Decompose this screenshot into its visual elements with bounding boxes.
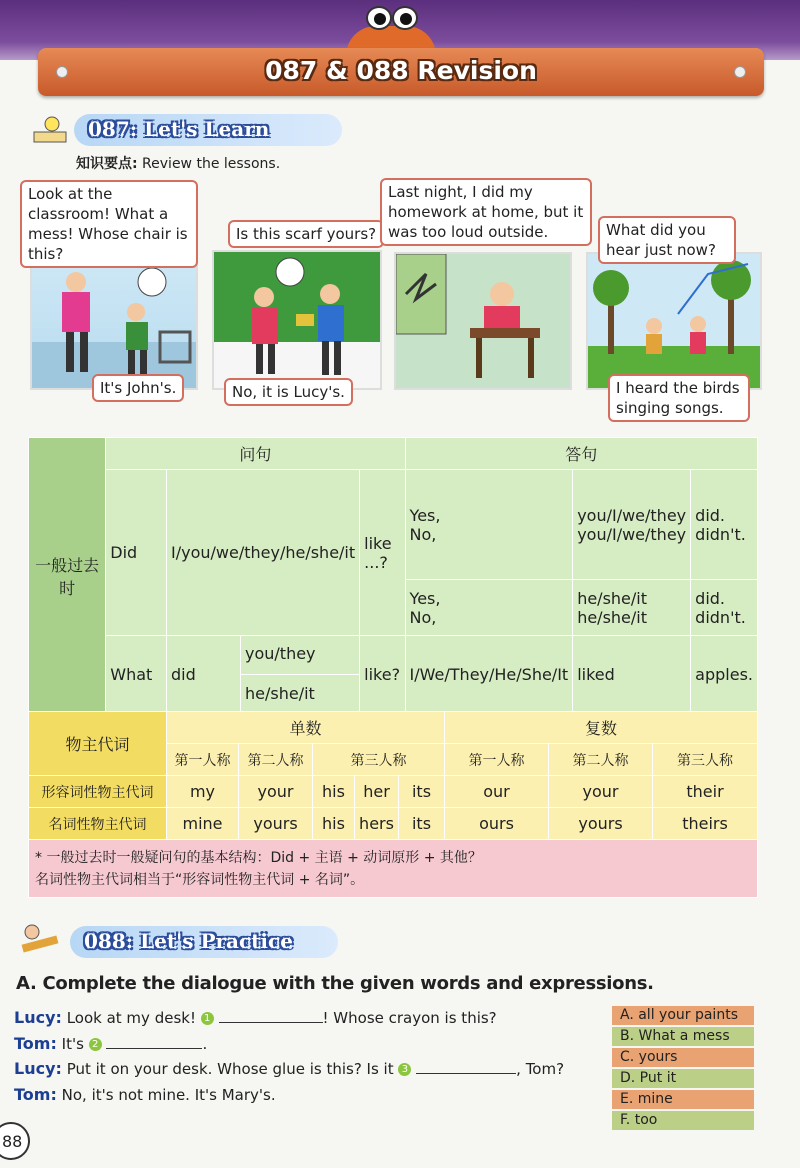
- blank-number: 3: [398, 1063, 411, 1076]
- adj-cell: my: [167, 776, 239, 808]
- page-number: 88: [0, 1122, 30, 1160]
- yes-no-cell-2: Yes, No,: [405, 580, 573, 636]
- answer-bubble-2: No, it is Lucy's.: [224, 378, 353, 406]
- comic-panel-2: [212, 250, 382, 390]
- line-text: ! Whose crayon is this?: [322, 1009, 497, 1027]
- grammar-table: [28, 437, 758, 714]
- classroom-illustration: [32, 252, 196, 388]
- blank-number: 1: [201, 1012, 214, 1025]
- scarf-illustration: [214, 252, 380, 388]
- answer-blank-1[interactable]: [219, 1009, 323, 1023]
- dialogue-line-4: [14, 1085, 276, 1104]
- possessive-table: [28, 711, 758, 898]
- noun-cell: his: [313, 808, 355, 840]
- did-didnt-cell-1: did. didn't.: [691, 470, 758, 580]
- pencil-kid-icon: [18, 922, 62, 956]
- singular-first: 第一人称: [167, 744, 239, 776]
- noun-cell: its: [399, 808, 445, 840]
- yes-no-cell-1: Yes, No,: [405, 470, 573, 580]
- singular-second: 第二人称: [239, 744, 313, 776]
- comic-panel-3: [394, 252, 572, 390]
- plural-header: 复数: [445, 712, 758, 744]
- answer-bubble-4: I heard the birds singing songs.: [608, 374, 750, 422]
- adj-label: 形容词性物主代词: [29, 776, 167, 808]
- page-title: 087 & 088 Revision: [265, 56, 537, 85]
- blank-number: 2: [89, 1038, 102, 1051]
- singular-third: 第三人称: [313, 744, 445, 776]
- liked-cell: liked: [573, 636, 691, 714]
- plural-third: 第三人称: [653, 744, 758, 776]
- line-text: Look at my desk!: [66, 1009, 201, 1027]
- book-lamp-icon: [32, 116, 70, 146]
- line-text: Put it on your desk. Whose glue is this? Is it: [66, 1060, 399, 1078]
- answer-bubble-1: It's John's.: [92, 374, 184, 402]
- line-text: It's: [61, 1035, 89, 1053]
- comic-panel-4: [586, 252, 762, 390]
- adj-cell: her: [355, 776, 399, 808]
- option-b[interactable]: B. What a mess: [612, 1027, 754, 1046]
- practice-instruction: A. Complete the dialogue with the given words and expressions.: [16, 973, 654, 994]
- option-f[interactable]: F. too: [612, 1111, 754, 1130]
- plural-pron-cell: you/I/we/they you/I/we/they: [573, 470, 691, 580]
- tense-label: 一般过去时: [29, 438, 106, 714]
- possessive-label: 物主代词: [29, 712, 167, 776]
- answer-blank-3[interactable]: [416, 1060, 516, 1074]
- answer-blank-2[interactable]: [106, 1035, 202, 1049]
- speaker-tom: Tom:: [14, 1085, 57, 1104]
- line-text: .: [202, 1035, 208, 1053]
- park-illustration: [588, 254, 760, 388]
- dialogue-line-3: [14, 1059, 564, 1078]
- answer-subjects-cell: I/We/They/He/She/It: [405, 636, 573, 714]
- learn-section-header: [74, 114, 342, 146]
- question-header: 问句: [106, 438, 405, 470]
- speaker-lucy: Lucy:: [14, 1008, 62, 1027]
- key-point-label: 知识要点:: [76, 156, 138, 172]
- single-pron-cell: he/she/it he/she/it: [573, 580, 691, 636]
- like-q2-cell: like?: [360, 636, 405, 714]
- adj-cell: your: [239, 776, 313, 808]
- options-list: [612, 1006, 754, 1132]
- option-e[interactable]: E. mine: [612, 1090, 754, 1109]
- dialogue-line-2: [14, 1034, 207, 1053]
- notes-cell: [29, 840, 758, 898]
- plural-first: 第一人称: [445, 744, 549, 776]
- dialogue-line-1: [14, 1008, 497, 1027]
- speech-bubble-4: What did you hear just now?: [598, 216, 736, 264]
- noun-cell: mine: [167, 808, 239, 840]
- speech-bubble-3: Last night, I did my homework at home, but it was too loud outside.: [380, 178, 592, 246]
- adj-cell: our: [445, 776, 549, 808]
- what-cell: What: [106, 636, 167, 714]
- like-q-cell: like ...?: [360, 470, 405, 636]
- adj-cell: his: [313, 776, 355, 808]
- adj-cell: their: [653, 776, 758, 808]
- you-they-cell: you/they: [241, 637, 359, 675]
- did-cell: Did: [106, 470, 167, 636]
- noun-cell: ours: [445, 808, 549, 840]
- practice-section-title: 088: Let's Practice: [84, 929, 293, 953]
- noun-label: 名词性物主代词: [29, 808, 167, 840]
- practice-section-header: [70, 926, 338, 958]
- line-text: No, it's not mine. It's Mary's.: [61, 1086, 276, 1104]
- adj-cell: your: [549, 776, 653, 808]
- speech-bubble-2: Is this scarf yours?: [228, 220, 384, 248]
- option-a[interactable]: A. all your paints: [612, 1006, 754, 1025]
- mascot-eyes-icon: [364, 6, 420, 32]
- speaker-lucy: Lucy:: [14, 1059, 62, 1078]
- plural-second: 第二人称: [549, 744, 653, 776]
- subjects-cell: I/you/we/they/he/she/it: [167, 470, 360, 636]
- learn-section-title: 087: Let's Learn: [88, 117, 270, 141]
- line-text: , Tom?: [516, 1060, 565, 1078]
- option-d[interactable]: D. Put it: [612, 1069, 754, 1088]
- title-banner: [38, 48, 764, 96]
- apples-cell: apples.: [691, 636, 758, 714]
- key-point-text: Review the lessons.: [137, 156, 281, 172]
- note-line-1: * 一般过去时一般疑问句的基本结构：Did + 主语 + 动词原形 + 其他？: [35, 849, 482, 866]
- answer-header: 答句: [405, 438, 757, 470]
- did-lower-cell: did: [167, 636, 241, 714]
- speaker-tom: Tom:: [14, 1034, 57, 1053]
- speech-bubble-1: Look at the classroom! What a mess! Whose chair is this?: [20, 180, 198, 268]
- singular-header: 单数: [167, 712, 445, 744]
- noun-cell: hers: [355, 808, 399, 840]
- key-point: [76, 153, 280, 173]
- adj-cell: its: [399, 776, 445, 808]
- note-line-2: 名词性物主代词相当于“形容词性物主代词 + 名词”。: [35, 871, 365, 888]
- noun-cell: theirs: [653, 808, 758, 840]
- option-c[interactable]: C. yours: [612, 1048, 754, 1067]
- he-she-it-cell: he/she/it: [245, 683, 315, 703]
- comic-panel-1: [30, 250, 198, 390]
- did-didnt-cell-2: did. didn't.: [691, 580, 758, 636]
- noun-cell: yours: [239, 808, 313, 840]
- noun-cell: yours: [549, 808, 653, 840]
- homework-illustration: [396, 254, 570, 388]
